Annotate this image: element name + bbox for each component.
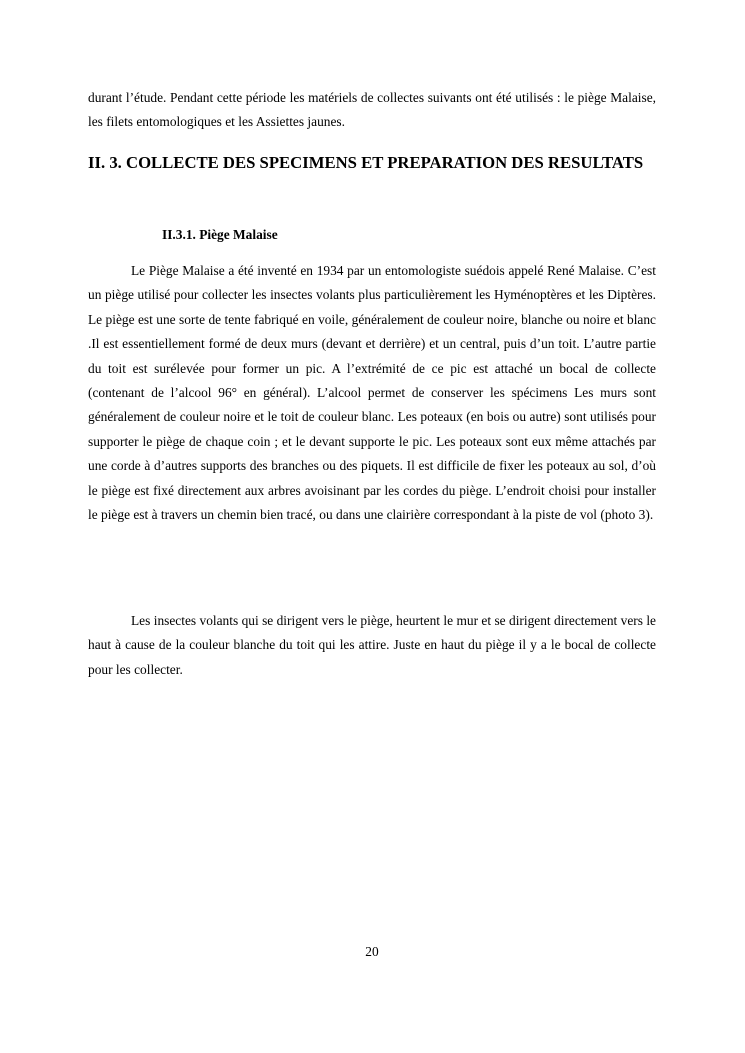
intro-paragraph: durant l’étude. Pendant cette période les matériels de collectes suivants ont été utilisés : le piège Malaise, les filets entomologiques et les Assiettes jaunes. — [88, 90, 656, 130]
subsection-heading: II.3.1. Piège Malaise — [162, 227, 278, 242]
page-number: 20 — [365, 944, 379, 959]
section-heading: II. 3. COLLECTE DES SPECIMENS ET PREPARATION DES RESULTATS — [88, 153, 644, 172]
body-paragraph-2: Les insectes volants qui se dirigent vers le piège, heurtent le mur et se dirigent directement vers le haut à cause de la couleur blanche du toit qui les attire. Juste en haut du piège il y a le bocal de collecte pour les collecter. — [88, 613, 656, 677]
body-paragraph-1: Le Piège Malaise a été inventé en 1934 par un entomologiste suédois appelé René Malaise. C’est un piège utilisé pour collecter les insectes volants plus particulièrement les Hyménoptères et les Diptères. Le piège est une sorte de tente fabriqué en voile, généralement de couleur noire, blanche ou noire et blanc .Il est essentiellement formé de deux murs (devant et derrière) et un central, puis d’un toit. L’autre partie du toit est surélevée pour former un pic. A l’extrémité de ce pic est attaché un bocal de collecte (contenant de l’alcool 96° en général). L’alcool permet de conserver les spécimens Les murs sont généralement de couleur noire et le toit de couleur blanc. Les poteaux (en bois ou autre) sont utilisés pour supporter le piège de chaque coin ; et le devant supporte le pic. Les poteaux sont eux même attachés par une corde à d’autres supports des branches ou des piquets. Il est difficile de fixer les poteaux au sol, d’où le piège est fixé directement aux arbres avoisinant par les cordes du piège. L’endroit choisi pour installer le piège est à travers un chemin bien tracé, ou dans une clairière correspondant à la piste de vol (photo 3). — [88, 263, 656, 523]
document-page — [88, 0, 656, 1053]
